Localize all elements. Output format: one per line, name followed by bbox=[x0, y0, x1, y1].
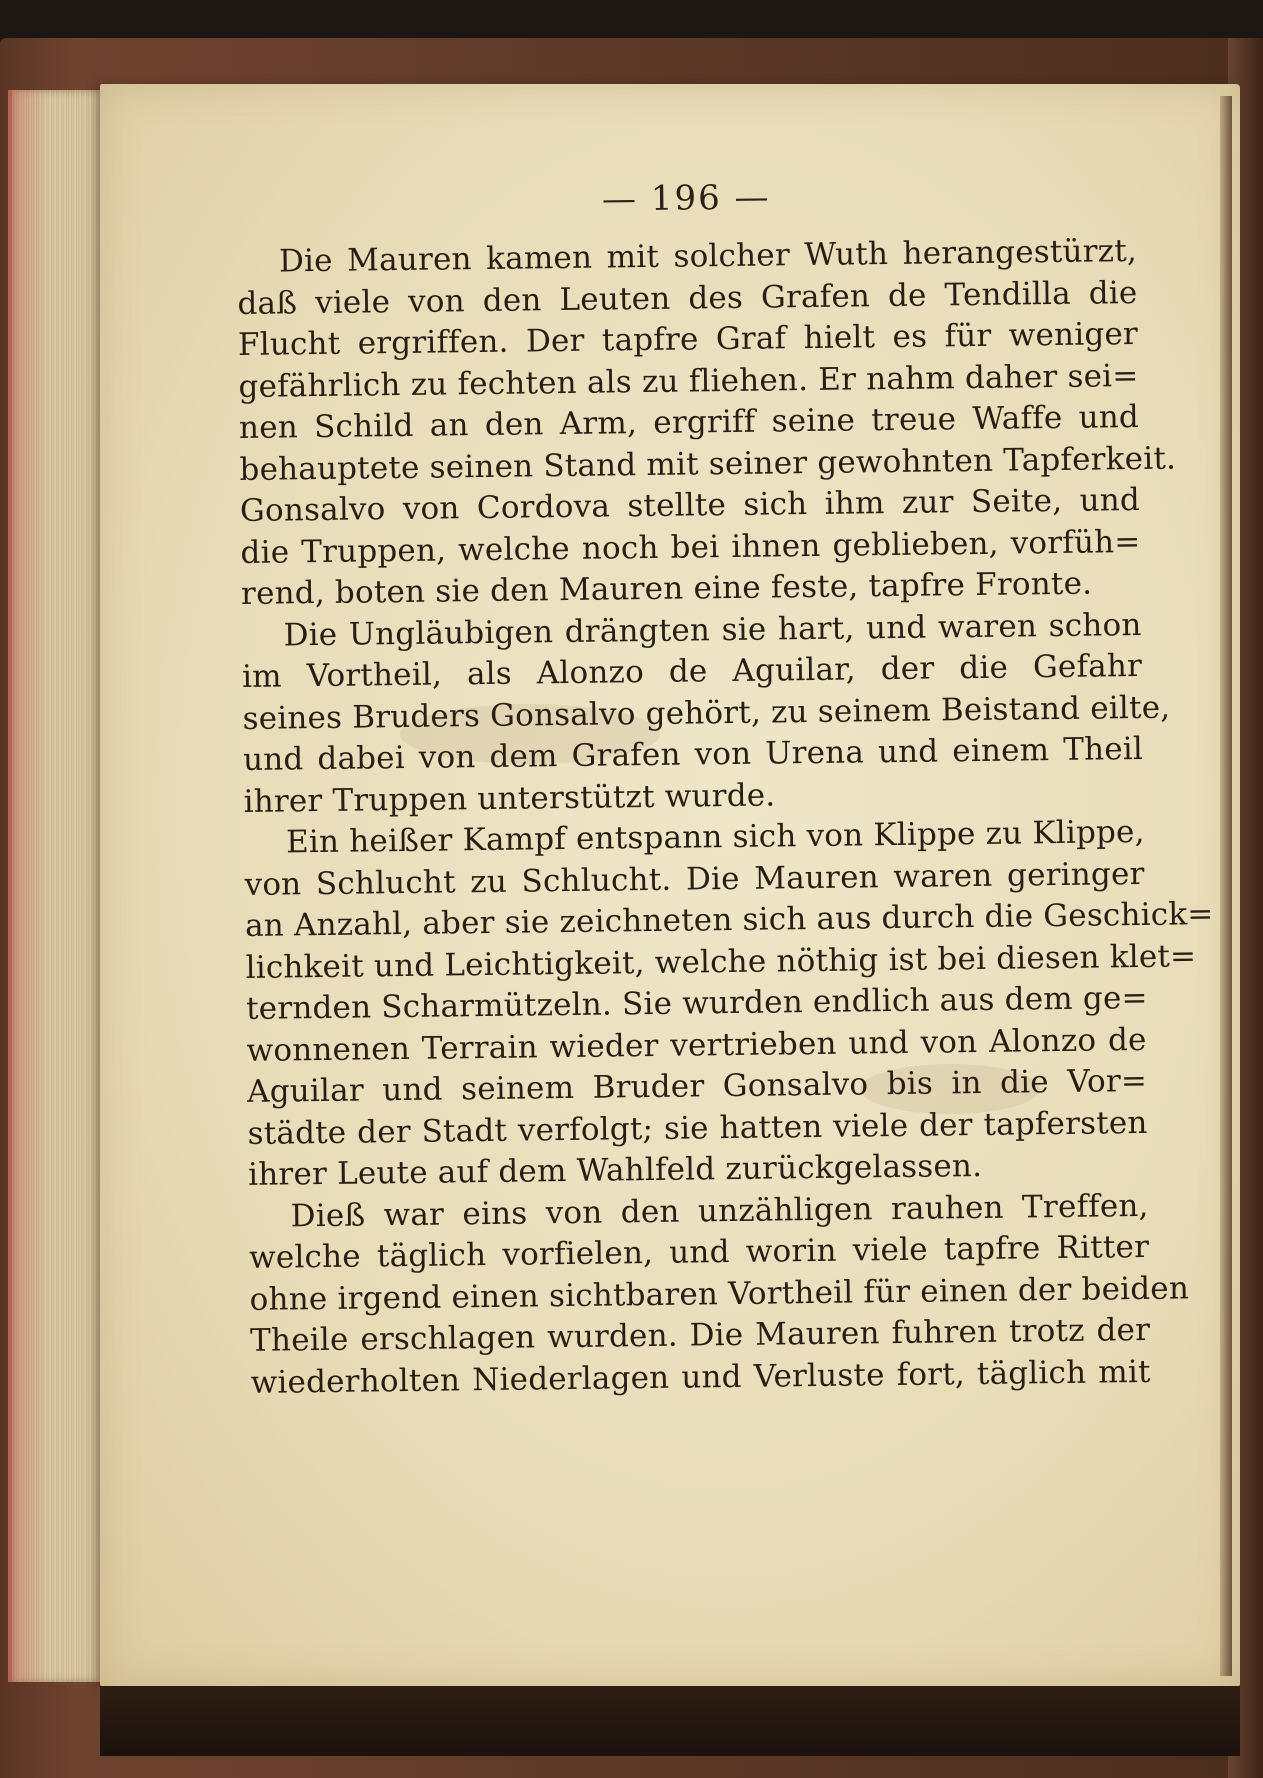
text-line: an Anzahl, aber sie zeichneten sich aus durch die Geschick= bbox=[244, 896, 1214, 944]
paragraph bbox=[241, 604, 1171, 822]
text-line: Ein heißer Kampf entspann sich von Klippe zu Klippe, bbox=[285, 813, 1145, 861]
text-line: behauptete seinen Stand mit seiner gewohnten Tapferkeit. bbox=[239, 440, 1177, 488]
red-edge-tint bbox=[8, 90, 48, 1682]
page-text bbox=[236, 169, 1214, 1404]
text-line: Die Ungläubigen drängten sie hart, und waren schon bbox=[283, 606, 1142, 653]
text-line: Die Mauren kamen mit solcher Wuth herangestürzt, bbox=[278, 232, 1138, 280]
text-line: nen Schild an den Arm, ergriff seine treue Waffe und bbox=[238, 398, 1140, 446]
text-line: welche täglich vorfielen, und worin viele tapfre Ritter bbox=[248, 1228, 1150, 1276]
text-line: Dieß war eins von den unzähligen rauhen Treffen, bbox=[290, 1187, 1149, 1234]
text-line: Theile erschlagen wurden. Die Mauren fuhren trotz der bbox=[249, 1311, 1151, 1359]
book-bottom-edge bbox=[100, 1686, 1240, 1756]
text-line: von Schlucht zu Schlucht. Die Mauren waren geringer bbox=[244, 855, 1145, 903]
page-gutter-shadow bbox=[1220, 96, 1232, 1676]
text-line: ihrer Leute auf dem Wahlfeld zurückgelassen. bbox=[247, 1147, 983, 1193]
text-line: wonnenen Terrain wieder vertrieben und von Alonzo de bbox=[246, 1021, 1147, 1069]
text-line: die Truppen, welche noch bei ihnen geblieben, vorfüh= bbox=[240, 523, 1141, 571]
text-line: städte der Stadt verfolgt; sie hatten viele der tapfersten bbox=[247, 1104, 1148, 1152]
text-line: gefährlich zu fechten als zu fliehen. Er nahm daher sei= bbox=[238, 357, 1139, 405]
text-line: und dabei von dem Grafen von Urena und einem Theil bbox=[242, 730, 1144, 778]
text-line: ohne irgend einen sichtbaren Vortheil für einen der beiden bbox=[249, 1269, 1190, 1318]
text-line: rend, boten sie den Mauren eine feste, tapfre Fronte. bbox=[240, 565, 1093, 612]
text-line: ternden Scharmützeln. Sie wurden endlich aus dem ge= bbox=[245, 979, 1148, 1027]
text-line: ihrer Truppen unterstützt wurde. bbox=[243, 776, 776, 820]
text-line: Flucht ergriffen. Der tapfre Graf hielt es für weniger bbox=[237, 315, 1139, 363]
text-line: wiederholten Niederlagen und Verluste fort, täglich mit bbox=[250, 1353, 1151, 1401]
text-line: lichkeit und Leichtigkeit, welche nöthig ist bei diesen klet= bbox=[245, 937, 1197, 986]
text-line: daß viele von den Leuten des Grafen de Tendilla die bbox=[237, 274, 1138, 322]
text-line: Gonsalvo von Cordova stellte sich ihm zur Seite, und bbox=[239, 481, 1141, 529]
page-number: — 196 — bbox=[601, 177, 771, 220]
paragraph bbox=[248, 1185, 1190, 1403]
paragraph bbox=[244, 812, 1214, 1196]
paragraph bbox=[237, 231, 1177, 615]
text-line: Aguilar und seinem Bruder Gonsalvo bis in die Vor= bbox=[246, 1062, 1148, 1110]
text-line: im Vortheil, als Alonzo de Aguilar, der die Gefahr bbox=[241, 647, 1143, 695]
text-line: seines Bruders Gonsalvo gehört, zu seinem Beistand eilte, bbox=[242, 689, 1171, 737]
